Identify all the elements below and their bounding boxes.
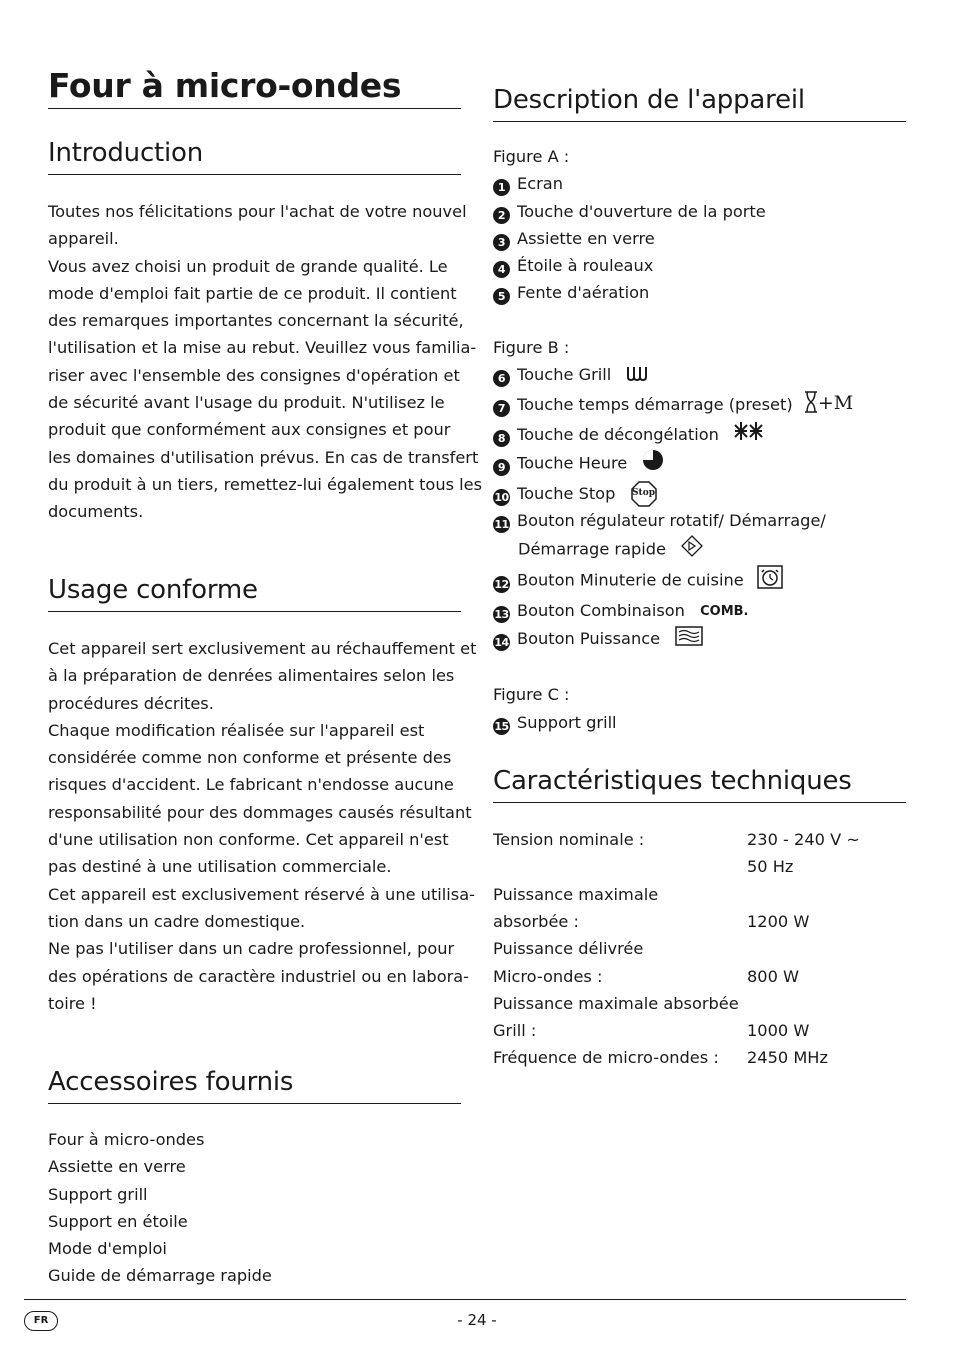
number-badge: 3: [493, 234, 510, 251]
part-label: Ecran: [517, 174, 563, 194]
number-badge: 12: [494, 577, 509, 591]
spec-label: Grill :: [493, 1021, 537, 1041]
number-badge: 7: [493, 400, 510, 417]
intro-line: riser avec l'ensemble des consignes d'opération et: [48, 365, 460, 385]
number-badge: 5: [493, 288, 510, 305]
part-item: [493, 597, 853, 625]
spec-row: [493, 908, 906, 935]
part-label: Fente d'aération: [517, 283, 650, 303]
part-label: Touche temps démarrage (preset): [517, 394, 793, 414]
usage-heading: Usage conforme: [48, 573, 461, 612]
intro-line: du produit à un tiers, remettez-lui également tous les: [48, 474, 483, 494]
stop-icon: [631, 481, 657, 507]
intro-line: documents.: [48, 502, 144, 522]
spec-row: [493, 881, 906, 908]
spec-value: 230 - 240 V ~: [747, 830, 860, 849]
clock-icon: [642, 449, 664, 479]
intro-line: l'utilisation et la mise au rebut. Veuillez vous familia-: [48, 338, 477, 358]
stop-icon-text: Stop: [632, 488, 655, 499]
part-item: [493, 709, 853, 736]
accessory-item: Support grill: [48, 1184, 148, 1204]
number-badge: 2: [493, 207, 510, 224]
accessories-list: [48, 1126, 272, 1290]
spec-row: [493, 826, 906, 853]
number-badge: 10: [494, 490, 509, 504]
spec-label: Puissance maximale: [493, 884, 659, 904]
part-item: [493, 170, 853, 197]
figure-b-label: Figure B :: [493, 338, 570, 358]
usage-line: tion dans un cadre domestique.: [48, 911, 306, 931]
usage-line: toire !: [48, 993, 97, 1013]
spec-row: [493, 990, 906, 1017]
spec-value: 800 W: [747, 966, 800, 986]
spec-value: 50 Hz: [747, 857, 794, 877]
grill-icon: [626, 362, 652, 389]
intro-line: produit que conformément aux consignes et pour: [48, 420, 451, 440]
usage-line: pas destiné à une utilisation commerciale.: [48, 857, 392, 877]
power-level-icon: [675, 626, 703, 654]
usage-line: à la préparation de denrées alimentaires selon les: [48, 666, 455, 686]
part-label: Touche Stop: [517, 483, 616, 503]
spec-value: 2450 MHz: [747, 1048, 828, 1068]
rotary-start-icon: [681, 535, 703, 565]
number-badge: 13: [494, 608, 509, 622]
part-item: [493, 279, 853, 306]
kitchen-timer-icon: [757, 565, 783, 597]
number-badge: 4: [493, 261, 510, 278]
combination-icon: [700, 598, 748, 625]
part-label: Démarrage rapide: [518, 539, 667, 559]
number-badge: 11: [494, 518, 509, 532]
part-label: Touche Heure: [517, 454, 628, 474]
number-badge: 8: [493, 430, 510, 447]
usage-line: procédures décrites.: [48, 693, 214, 713]
part-item: [493, 625, 853, 654]
part-label: Bouton Minuterie de cuisine: [517, 570, 744, 590]
spec-label: Micro-ondes :: [493, 966, 603, 986]
spec-row: [493, 963, 906, 990]
preset-icon-text: +M: [817, 391, 854, 414]
part-item: [493, 421, 853, 450]
accessory-item: Mode d'emploi: [48, 1239, 167, 1259]
spec-row: [493, 853, 906, 880]
part-item: [493, 252, 853, 279]
spec-label: Puissance délivrée: [493, 939, 644, 959]
spec-row: [493, 1044, 906, 1071]
part-item: [493, 507, 853, 534]
intro-line: les domaines d'utilisation prévus. En cas de transfert: [48, 447, 479, 467]
accessory-item: Four à micro-ondes: [48, 1130, 205, 1149]
usage-line: risques d'accident. Le fabricant n'endosse aucune: [48, 775, 454, 795]
part-item: [493, 198, 853, 225]
description-heading: Description de l'appareil: [493, 83, 906, 122]
number-badge: 15: [494, 719, 509, 733]
part-label: Touche de décongélation: [517, 424, 719, 444]
accessory-item: Guide de démarrage rapide: [48, 1266, 272, 1286]
number-badge: 14: [494, 636, 509, 650]
introduction-heading: Introduction: [48, 136, 461, 175]
number-badge: 6: [493, 370, 510, 387]
specs-table: [493, 826, 906, 1076]
spec-value: 1000 W: [747, 1021, 810, 1041]
part-label: Bouton Combinaison: [517, 601, 685, 621]
figure-a-label: Figure A :: [493, 147, 570, 166]
usage-line: considérée comme non conforme et présente des: [48, 748, 452, 768]
page-title: Four à micro-ondes: [48, 66, 461, 109]
accessory-item: Support en étoile: [48, 1211, 188, 1231]
part-label: Support grill: [517, 712, 617, 732]
usage-line: Cet appareil est exclusivement réservé à une utilisa-: [48, 884, 475, 904]
footer-divider: [24, 1299, 906, 1300]
spec-label: absorbée :: [493, 911, 579, 931]
number-badge: 9: [493, 459, 510, 476]
description-list: [493, 143, 853, 736]
part-label: Assiette en verre: [517, 228, 655, 248]
page-number: - 24 -: [457, 1311, 497, 1329]
intro-line: de sécurité avant l'usage du produit. N'utilisez le: [48, 393, 445, 413]
introduction-text: [48, 198, 482, 526]
part-item: [493, 480, 853, 508]
intro-line: appareil.: [48, 229, 119, 249]
part-label: Étoile à rouleaux: [517, 256, 654, 276]
part-item-continued: [493, 535, 853, 565]
usage-line: Cet appareil sert exclusivement au réchauffement et: [48, 639, 477, 658]
part-label: Touche Grill: [517, 365, 612, 385]
usage-line: responsabilité pour des dommages causés résultant: [48, 802, 472, 822]
spec-label: Puissance maximale absorbée: [493, 993, 739, 1013]
part-item: [493, 225, 853, 252]
intro-line: Toutes nos félicitations pour l'achat de votre nouvel: [48, 202, 467, 221]
preset-icon: [804, 390, 853, 421]
spec-label: Tension nominale :: [493, 830, 645, 849]
figure-c-label: Figure C :: [493, 685, 570, 705]
part-item: [493, 390, 853, 421]
usage-line: des opérations de caractère industriel ou en labora-: [48, 966, 470, 986]
part-label: Bouton Puissance: [517, 629, 661, 649]
specs-heading: Caractéristiques techniques: [493, 764, 906, 803]
intro-line: mode d'emploi fait partie de ce produit. Il contient: [48, 283, 457, 303]
part-item: [493, 449, 853, 479]
part-label: Bouton régulateur rotatif/ Démarrage/: [517, 511, 826, 531]
intro-line: Vous avez choisi un produit de grande qualité. Le: [48, 256, 448, 276]
accessory-item: Assiette en verre: [48, 1157, 186, 1177]
language-badge: FR: [24, 1311, 58, 1331]
combination-icon-text: COMB.: [700, 604, 749, 620]
intro-line: des remarques importantes concernant la sécurité,: [48, 311, 464, 331]
spec-row: [493, 1017, 906, 1044]
spec-value: 1200 W: [747, 911, 810, 931]
number-badge: 1: [493, 179, 510, 196]
spec-label: Fréquence de micro-ondes :: [493, 1048, 719, 1068]
part-item: [493, 361, 853, 389]
defrost-icon: [734, 421, 764, 449]
spec-row: [493, 935, 906, 962]
accessories-heading: Accessoires fournis: [48, 1065, 461, 1104]
usage-line: Chaque modification réalisée sur l'appareil est: [48, 720, 425, 740]
part-label: Touche d'ouverture de la porte: [517, 201, 766, 221]
part-item: [493, 565, 853, 597]
usage-line: d'une utilisation non conforme. Cet appareil n'est: [48, 830, 449, 850]
usage-line: Ne pas l'utiliser dans un cadre professionnel, pour: [48, 939, 455, 959]
usage-text: [48, 635, 476, 1017]
